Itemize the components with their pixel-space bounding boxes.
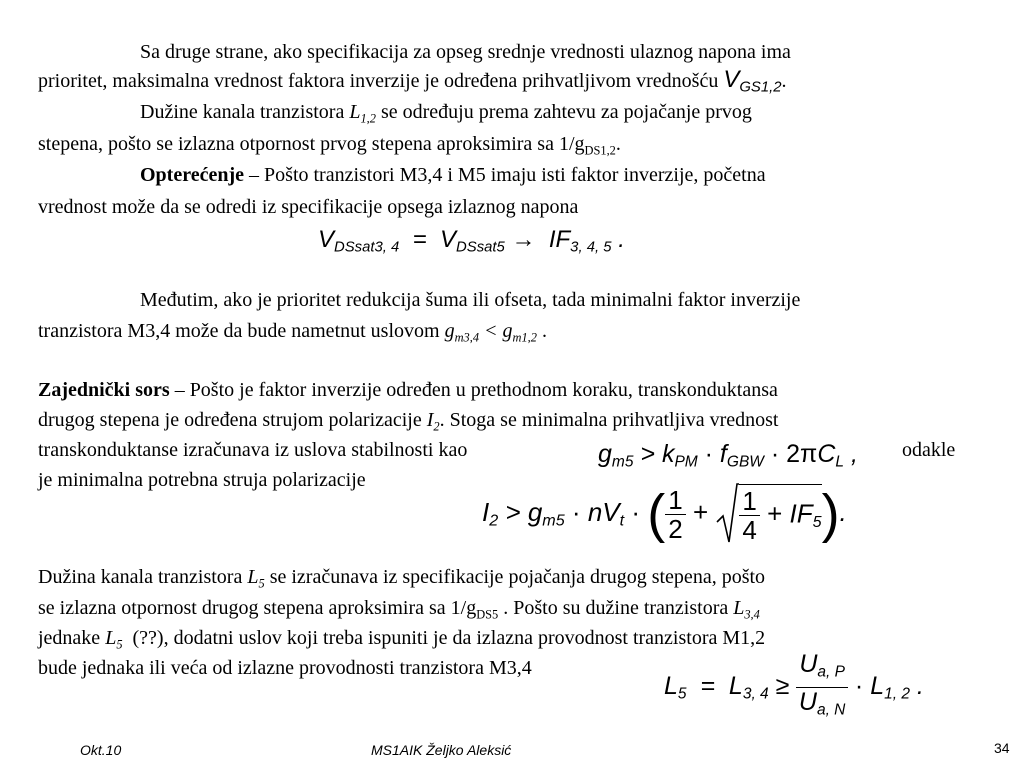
text: odakle (902, 439, 956, 461)
paragraph-4-line-2: tranzistora M3,4 može da bude nametnut uslovom $g_{m3,4} < g_{m1,2}$ . (38, 320, 547, 345)
text: jednake (38, 627, 101, 649)
paragraph-5-line-2 (38, 408, 778, 438)
text: Dužine kanala tranzistora (140, 101, 345, 123)
paragraph-6-line-2 (38, 596, 760, 626)
subscript: DS1,2 (584, 143, 616, 158)
paragraph-2-line-2: stepena, pošto se izlazna otpornost prvog stepena aproksimira sa $1/g_{DS1,2}$. (38, 133, 621, 158)
text: stepena, pošto se izlazna otpornost prvog stepena aproksimira sa 1/g (38, 133, 585, 155)
paragraph-3-line-1 (140, 163, 766, 187)
formula-vgs12: VGS1,2 (723, 66, 782, 96)
text: tranzistora M3,4 može da bude nametnut uslovom (38, 320, 440, 342)
text: – Pošto tranzistori M3,4 i M5 imaju isti faktor inverzije, početna (244, 164, 766, 186)
paragraph-2-line-1 (140, 100, 752, 130)
text: (??), dodatni uslov koji treba ispuniti je da izlazna provodnost tranzistora M1,2 (132, 627, 766, 649)
paragraph-6-line-3 (38, 626, 765, 656)
symbol-l5: $L_5$ (247, 566, 265, 591)
text: – Pošto je faktor inverzije određen u prethodnom koraku, transkonduktansa (169, 379, 778, 401)
text: se određuju prema zahtevu za pojačanje prvog (380, 101, 752, 123)
text: Međutim, ako je prioritet redukcija šuma ili ofseta, tada minimalni faktor inverzije (140, 289, 801, 311)
equation-bias-current: I2 > gm5 · nVt · ( $\frac{1}{2}$ + $\frac{1}{4}$ + IF5). (482, 484, 847, 545)
text: se izlazna otpornost drugog stepena aproksimira sa 1/g (38, 597, 477, 619)
paragraph-5-line-3-end (902, 438, 955, 462)
footer-author: MS1AIK Željko Aleksić (371, 742, 512, 758)
paragraph-5-line-4 (38, 468, 366, 492)
paragraph-6-line-1 (38, 565, 765, 595)
symbol-l5: $L_5$ (105, 627, 123, 652)
paragraph-1-line-2: prioritet, maksimalna vrednost faktora inverzije je određena prihvatljivom vrednošću VGS1,2. (38, 66, 787, 96)
symbol-i2: $I_2$ (426, 409, 440, 434)
text: . Stoga se minimalna prihvatljiva vrednost (439, 409, 779, 431)
symbol-l12: $L_{1,2}$ (349, 101, 376, 126)
paragraph-5-line-3 (38, 438, 467, 462)
equation-channel-length: L5 = L3, 4 ≥ $\frac{Ua, P}{Ua, N}$ · L1, 2 . (664, 650, 924, 719)
text: . Pošto su dužine tranzistora (503, 597, 729, 619)
text: Sa druge strane, ako specifikacija za opseg srednje vrednosti ulaznog napona ima (140, 41, 791, 63)
paragraph-1-line-1 (140, 40, 791, 64)
text: Dužina kanala tranzistora (38, 566, 243, 588)
text: transkonduktanse izračunava iz uslova stabilnosti kao (38, 439, 468, 461)
symbol-l34: $L_{3,4}$ (733, 597, 760, 622)
text: prioritet, maksimalna vrednost faktora inverzije je određena prihvatljivom vrednošću (38, 70, 719, 92)
text: vrednost može da se odredi iz specifikacije opsega izlaznog napona (38, 196, 579, 218)
text: se izračunava iz specifikacije pojačanja drugog stepena, pošto (269, 566, 766, 588)
sqrt-sign (715, 482, 739, 546)
paragraph-6-line-4 (38, 656, 532, 680)
text: drugog stepena je određena strujom polarizacije (38, 409, 422, 431)
text: je minimalna potrebna struja polarizacije (38, 469, 366, 491)
equation-vdssat: VDSsat3, 4 = VDSsat5 → IF3, 4, 5 . (318, 226, 625, 256)
footer-date: Okt.10 (80, 742, 122, 758)
heading-opterecenje: Opterećenje (140, 164, 245, 186)
page-number: 34 (994, 740, 1010, 756)
formula-gm-condition: $g_{m3,4} < g_{m1,2}$ (444, 320, 537, 345)
paragraph-4-line-1 (140, 288, 800, 312)
subscript: DS5 (476, 607, 499, 622)
paragraph-5-line-1 (38, 378, 778, 402)
equation-stability: gm5 > kPM · fGBW · 2πCL , (598, 440, 858, 471)
heading-zajednicki-sors: Zajednički sors (38, 379, 170, 401)
paragraph-3-line-2 (38, 195, 578, 219)
text: bude jednaka ili veća od izlazne provodnosti tranzistora M3,4 (38, 657, 532, 679)
